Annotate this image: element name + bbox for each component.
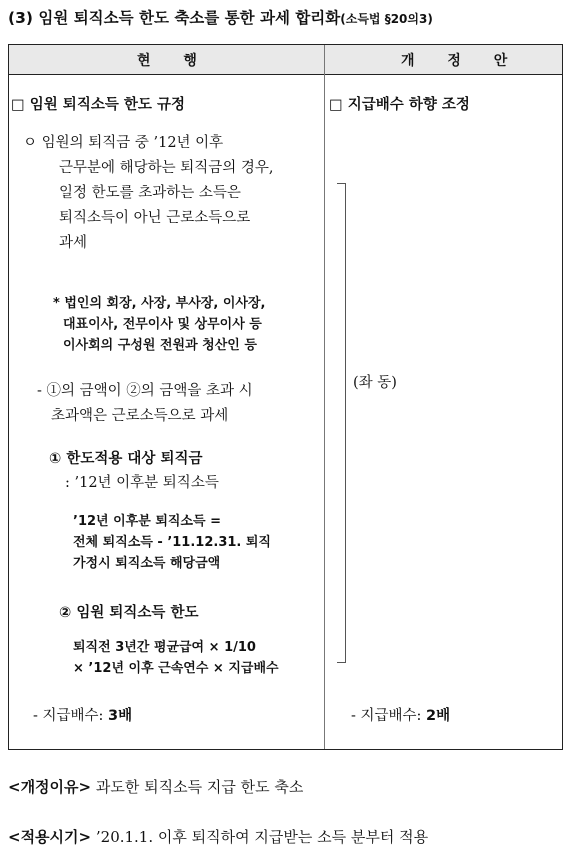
item1-heading: ① 한도적용 대상 퇴직금 [49,451,203,467]
formula-2: 퇴직전 3년간 평균급여 × 1/10 × ’12년 이후 근속연수 × 지급배수 [73,640,279,676]
left-section-heading: □ 임원 퇴직소득 한도 규정 [11,97,185,113]
section-title: (3) 임원 퇴직소득 한도 축소를 통한 과세 합리화(소득법 §20의3) [8,9,433,27]
executive-note: * 법인의 회장, 사장, 부사장, 이사장, 대표이사, 전무이사 및 상무이사 등 이사회의 구성원 전원과 청산인 등 [53,296,266,353]
same-as-left: (좌 동) [353,375,397,391]
formula-1: ’12년 이후분 퇴직소득 = 전체 퇴직소득 - ’11.12.31. 퇴직 가정시 퇴직소득 해당금액 [73,514,271,571]
effective-date: <적용시기> ’20.1.1. 이후 퇴직하여 지급받는 소득 분부터 적용 [8,828,429,846]
left-multiplier: - 지급배수: 3배 [33,708,133,724]
excess-taxation-text: - ①의 금액이 ②의 금액을 초과 시 초과액은 근로소득으로 과세 [37,383,253,424]
header-current: 현 행 [137,53,211,69]
comparison-table [8,44,563,750]
right-multiplier: - 지급배수: 2배 [351,708,451,724]
bracket-line [337,183,346,663]
right-section-heading: □ 지급배수 하향 조정 [329,97,470,113]
header-proposal: 개 정 안 [401,53,522,69]
item2-heading: ② 임원 퇴직소득 한도 [59,605,199,621]
item1-sub: : ’12년 이후분 퇴직소득 [65,475,219,491]
revision-reason: <개정이유> 과도한 퇴직소득 지급 한도 축소 [8,778,304,796]
left-bullet-text: ㅇ 임원의 퇴직금 중 ’12년 이후 근무분에 해당하는 퇴직금의 경우, 일정 한도를 초과하는 소득은 퇴직소득이 아닌 근로소득으로 과세 [23,135,274,251]
column-divider [324,45,325,749]
